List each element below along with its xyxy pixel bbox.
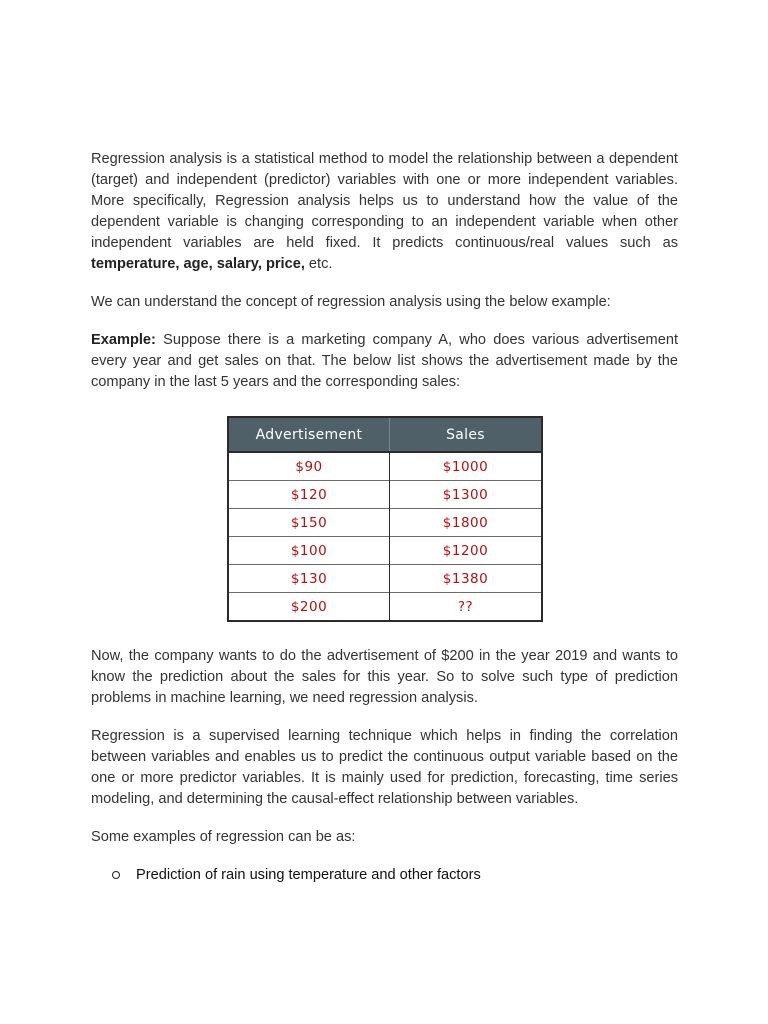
advertisement-cell: $200: [228, 593, 390, 622]
table-header-row: [228, 417, 542, 452]
post-table-content: [91, 646, 678, 886]
advertisement-sales-table-wrapper: [227, 416, 543, 622]
sales-cell: $1380: [390, 565, 543, 593]
list-item: [91, 865, 678, 886]
advertisement-cell: $130: [228, 565, 390, 593]
regression-definition-paragraph: Regression is a supervised learning technique which helps in finding the correlation between variables and enables us to predict the continuous output variable based on the one or more predictor variables. It is mainly used for prediction, forecasting, time series modeling, and determining the causal-effect relationship between variables.: [91, 728, 678, 807]
list-item-text: Prediction of rain using temperature and other factors: [136, 867, 481, 883]
header-sales: Sales: [390, 417, 543, 452]
prediction-paragraph: Now, the company wants to do the advertisement of $200 in the year 2019 and wants to know the prediction about the sales for this year. So to solve such type of prediction problems in machine learning, we need regression analysis.: [91, 648, 678, 706]
sales-cell: $1300: [390, 481, 543, 509]
table-row: [228, 537, 542, 565]
example-text: Suppose there is a marketing company A, who does various advertisement every year and get sales on that. The below list shows the advertisement made by the company in the last 5 years and the corresponding sales:: [91, 332, 678, 390]
advertisement-cell: $90: [228, 452, 390, 481]
regression-examples-list: [91, 865, 678, 886]
intro-bold-terms: temperature, age, salary, price,: [91, 256, 305, 272]
advertisement-cell: $100: [228, 537, 390, 565]
header-advertisement: Advertisement: [228, 417, 390, 452]
sales-cell: ??: [390, 593, 543, 622]
table-row: [228, 565, 542, 593]
examples-intro-paragraph: Some examples of regression can be as:: [91, 829, 356, 845]
intro-paragraph: [91, 149, 678, 275]
table-row: [228, 452, 542, 481]
table-row: [228, 593, 542, 622]
sales-cell: $1200: [390, 537, 543, 565]
concept-paragraph: We can understand the concept of regression analysis using the below example:: [91, 294, 611, 310]
document-page: [91, 149, 678, 886]
advertisement-cell: $120: [228, 481, 390, 509]
intro-text: Regression analysis is a statistical method to model the relationship between a dependent (target) and independent (predictor) variables with one or more independent variables. More specifically, Regression analysis helps us to understand how the value of the dependent variable is changing corresponding to an independent variable when other independent variables are held fixed. It predicts continuous/real values such as: [91, 151, 678, 251]
table-row: [228, 481, 542, 509]
advertisement-sales-table: [227, 416, 543, 622]
example-label: Example:: [91, 332, 156, 348]
advertisement-cell: $150: [228, 509, 390, 537]
sales-cell: $1000: [390, 452, 543, 481]
example-paragraph: [91, 330, 678, 393]
intro-tail: etc.: [304, 256, 333, 272]
circle-bullet-icon: [112, 871, 120, 879]
sales-cell: $1800: [390, 509, 543, 537]
table-row: [228, 509, 542, 537]
